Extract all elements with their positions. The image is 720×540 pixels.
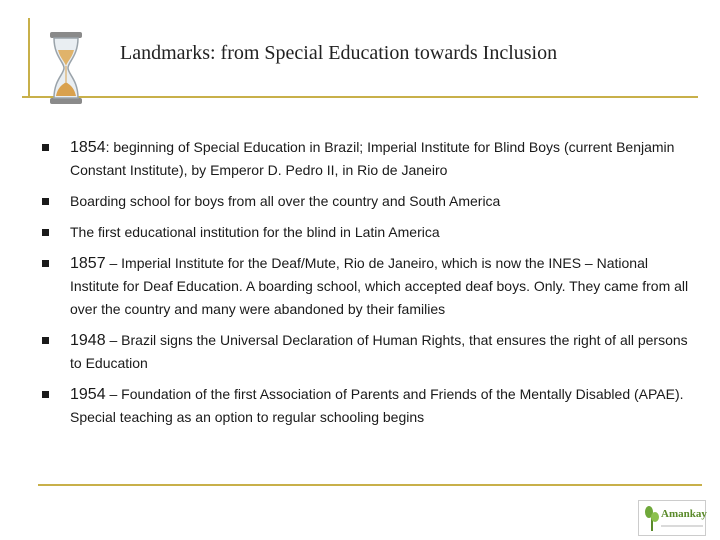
logo-name: Amankay <box>661 508 707 520</box>
landmark-item <box>40 329 690 375</box>
landmark-item <box>40 136 690 182</box>
square-bullet-icon <box>42 198 49 205</box>
landmark-item <box>40 221 690 244</box>
square-bullet-icon <box>42 337 49 344</box>
landmark-text: : beginning of Special Education in Brazil; Imperial Institute for Blind Boys (current Benjamin Constant Institute), by Emperor D. Pedro II, in Rio de Janeiro <box>70 139 675 178</box>
decorative-vertical-line <box>28 18 30 98</box>
landmark-text: – Brazil signs the Universal Declaration of Human Rights, that ensures the right of all persons to Education <box>70 332 688 371</box>
square-bullet-icon <box>42 391 49 398</box>
landmark-text: – Foundation of the first Association of Parents and Friends of the Mentally Disabled (APAE). Special teaching as an option to regular schooling begins <box>70 386 684 425</box>
landmark-text: – Imperial Institute for the Deaf/Mute, Rio de Janeiro, which is now the INES – National Institute for Deaf Education. A boarding school, which accepted deaf boys. Only. They came from all over the country and many were abandoned by their families <box>70 255 689 317</box>
footer-divider-line <box>38 484 702 486</box>
square-bullet-icon <box>42 229 49 236</box>
landmark-text: The first educational institution for the blind in Latin America <box>70 224 440 240</box>
landmark-year: 1854 <box>70 139 106 156</box>
landmark-item <box>40 383 690 429</box>
landmark-text: Boarding school for boys from all over the country and South America <box>70 193 501 209</box>
landmarks-list <box>40 136 690 437</box>
logo-tagline-graphic <box>661 523 703 529</box>
title-divider-line <box>22 96 698 98</box>
landmark-year: 1857 <box>70 255 106 272</box>
square-bullet-icon <box>42 260 49 267</box>
landmark-year: 1948 <box>70 332 106 349</box>
landmark-item <box>40 190 690 213</box>
hourglass-icon <box>48 30 84 106</box>
amankay-logo <box>638 500 706 536</box>
landmark-item <box>40 252 690 321</box>
landmark-year: 1954 <box>70 386 106 403</box>
slide-title: Landmarks: from Special Education towards Inclusion <box>120 42 558 64</box>
plant-logo-icon <box>643 504 661 532</box>
square-bullet-icon <box>42 144 49 151</box>
